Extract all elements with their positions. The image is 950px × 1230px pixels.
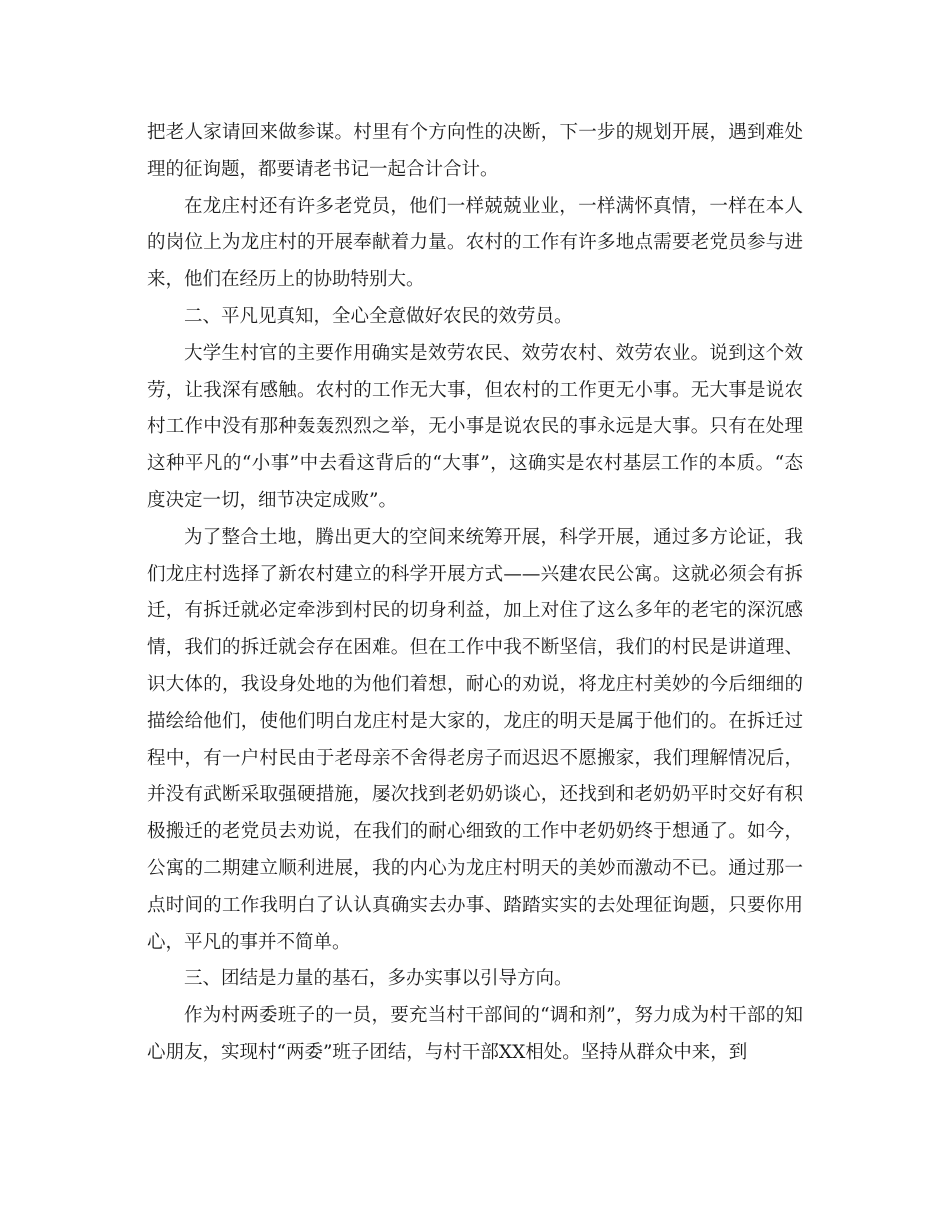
section-heading-2: 二、平凡见真知，全心全意做好农民的效劳员。 [184, 305, 573, 327]
paragraph-unity: 作为村两委班子的一员，要充当村干部间的“调和剂”，努力成为村干部的知心朋友，实现村“两委”班子团结，与村干部XX相处。坚持从群众中来，到 [147, 1005, 803, 1063]
section-heading-3: 三、团结是力量的基石，多办实事以引导方向。 [184, 968, 573, 990]
document-body [147, 115, 803, 1072]
paragraph-relocation: 为了整合土地，腾出更大的空间来统筹开展，科学开展，通过多方论证，我们龙庄村选择了新农村建立的科学开展方式——兴建农民公寓。这就必须会有拆迁，有拆迁就必定牵涉到村民的切身利益，加上对住了这么多年的老宅的深沉感情，我们的拆迁就会存在困难。但在工作中我不断坚信，我们的村民是讲道理、识大体的，我设身处地的为他们着想，耐心的劝说，将龙庄村美妙的今后细细的描绘给他们，使他们明白龙庄村是大家的，龙庄的明天是属于他们的。在拆迁过程中，有一户村民由于老母亲不舍得老房子而迟迟不愿搬家，我们理解情况后，并没有武断采取强硬措施，屡次找到老奶奶谈心，还找到和老奶奶平时交好有积极搬迁的老党员去劝说，在我们的耐心细致的工作中老奶奶终于想通了。如今，公寓的二期建立顺利进展，我的内心为龙庄村明天的美妙而激动不已。通过那一点时间的工作我明白了认认真确实去办事、踏踏实实的去处理征询题，只要你用心，平凡的事并不简单。 [147, 526, 803, 953]
paragraph-service: 大学生村官的主要作用确实是效劳农民、效劳农村、效劳农业。说到这个效劳，让我深有感触。农村的工作无大事，但农村的工作更无小事。无大事是说农村工作中没有那种轰轰烈烈之举，无小事是说农民的事永远是大事。只有在处理这种平凡的“小事”中去看这背后的“大事”，这确实是农村基层工作的本质。“态度决定一切，细节决定成败”。 [147, 342, 803, 511]
paragraph-continued: 把老人家请回来做参谋。村里有个方向性的决断，下一步的规划开展，遇到难处理的征询题，都要请老书记一起合计合计。 [147, 122, 803, 180]
paragraph-old-party-members: 在龙庄村还有许多老党员，他们一样兢兢业业，一样满怀真情，一样在本人的岗位上为龙庄村的开展奉献着力量。农村的工作有许多地点需要老党员参与进来，他们在经历上的协助特别大。 [147, 195, 803, 291]
